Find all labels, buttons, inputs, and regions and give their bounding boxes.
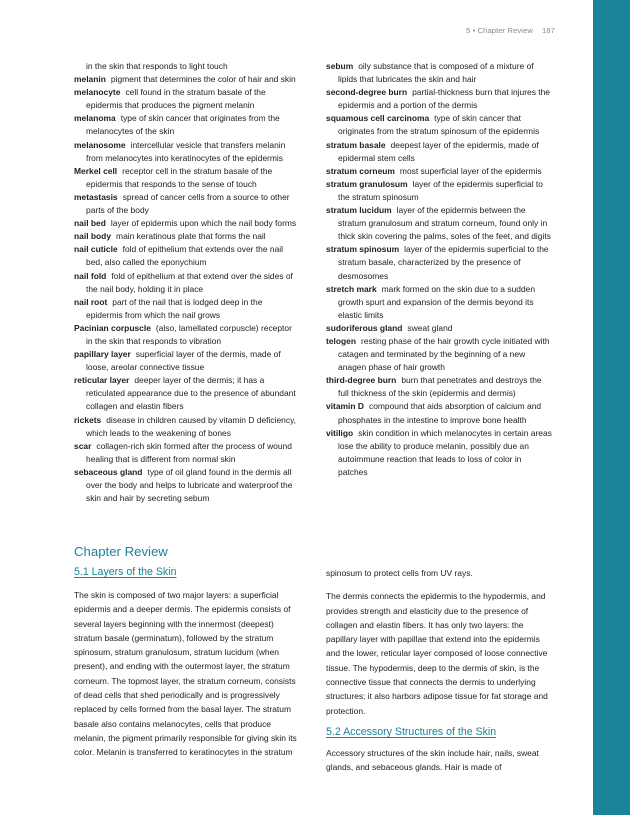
section-heading-5-2[interactable]: 5.2 Accessory Structures of the Skin [326, 725, 497, 738]
running-header [466, 26, 555, 35]
glossary-entry [326, 374, 552, 400]
glossary-entry [74, 217, 300, 230]
glossary-term: melanoma [74, 113, 116, 124]
section-heading-5-1[interactable]: 5.1 Layers of the Skin [74, 566, 177, 578]
glossary-definition: type of skin cancer that originates from the stratum spinosum of the epidermis [338, 113, 540, 137]
glossary-term: third-degree burn [326, 375, 397, 386]
glossary-term: stratum corneum [326, 165, 395, 176]
glossary-definition: part of the nail that is lodged deep in the epidermis from which the nail grows [86, 296, 263, 320]
glossary-entry [74, 191, 300, 217]
glossary-definition: cell found in the stratum basale of the epidermis that produces the pigment melanin [86, 87, 266, 111]
glossary-entry [74, 296, 300, 322]
glossary-entry [74, 139, 300, 165]
glossary-term: stratum lucidum [326, 205, 392, 216]
glossary-definition: deeper layer of the dermis; it has a reticulated appearance due to the presence of abundant collagen and elastin fibers [86, 375, 296, 412]
glossary-definition: layer of the epidermis superficial to the stratum spinosum [338, 178, 543, 202]
glossary-entry [74, 466, 300, 505]
glossary-definition: resting phase of the hair growth cycle initiated with catagen and terminated by the beginning of a new anagen phase of hair growth [338, 335, 550, 373]
glossary-term: nail bed [74, 218, 106, 229]
glossary-term: papillary layer [74, 349, 131, 360]
section-5-1-paragraph-1: The skin is composed of two major layers: a superficial epidermis and a deeper dermis. The epidermis consists of several layers beginning with the innermost (deepest) stratum basale (germinatum), followed by the stratum spinosum, stratum granulosum, stratum lucidum (when present), and ending with the outermost layer, the stratum corneum. The topmost layer, the stratum corneum, consists of dead cells that shed periodically and is progressively replaced by cells formed from the basal layer. The stratum basale also contains melanocytes, cells that produce melanin, the pigment primarily responsible for giving skin its color. Melanin is transferred to keratinocytes in the stratum [74, 590, 297, 758]
section-5-1-paragraph-2: The dermis connects the epidermis to the hypodermis, and provides strength and elasticity due to the presence of collagen and elastin fibers. It has only two layers: the papillary layer with papillae that extend into the epidermis and the lower, reticular layer composed of loose connective tissue. The hypodermis, deep to the dermis of skin, is the connective tissue that connects the dermis to underlying structures; it also harbors adipose tissue for fat storage and protection. [326, 591, 548, 716]
glossary-entry [74, 86, 300, 112]
glossary-term: squamous cell carcinoma [326, 113, 430, 124]
glossary-entry [326, 112, 552, 138]
glossary-definition: layer of the epidermis superficial to the stratum basale, characterized by the presence of desmosomes [338, 244, 549, 281]
glossary-term: melanin [74, 74, 106, 85]
glossary-term: melanosome [74, 139, 126, 150]
glossary-right-column [326, 60, 552, 479]
glossary-definition: burn that penetrates and destroys the full thickness of the skin (epidermis and dermis) [338, 375, 542, 399]
glossary-entry [74, 73, 300, 86]
glossary-definition: spread of cancer cells from a source to other parts of the body [86, 191, 290, 216]
page-number: 187 [542, 26, 555, 35]
chapter-label: 5 • Chapter Review [466, 26, 534, 35]
glossary-term: Merkel cell [74, 165, 118, 176]
glossary-definition: partial-thickness burn that injures the epidermis and a portion of the dermis [338, 87, 550, 111]
chapter-review-title: Chapter Review [74, 544, 168, 559]
glossary-definition: type of skin cancer that originates from the melanocytes of the skin [86, 113, 280, 137]
glossary-term: Pacinian corpuscle [74, 322, 151, 333]
glossary-entry [326, 243, 552, 282]
glossary-entry [74, 440, 300, 466]
glossary-definition: deepest layer of the epidermis, made of epidermal stem cells [338, 139, 539, 163]
glossary-entry [74, 243, 300, 269]
glossary-definition: superficial layer of the dermis, made of loose, areolar connective tissue [86, 349, 281, 373]
glossary-definition: receptor cell in the stratum basale of the epidermis that responds to the sense of touch [86, 165, 273, 189]
section-5-1-paragraph-1-continued: spinosum to protect cells from UV rays. [326, 568, 473, 578]
glossary-entry [326, 427, 552, 479]
glossary-entry [326, 139, 552, 165]
glossary-left-column [74, 60, 300, 505]
section-5-2-paragraph-1: Accessory structures of the skin include hair, nails, sweat glands, and sebaceous glands. Hair is made of [326, 747, 539, 773]
glossary-definition: collagen-rich skin formed after the process of wound healing that is different from normal skin [86, 440, 292, 464]
glossary-entry [326, 400, 552, 426]
glossary-term: nail root [74, 296, 108, 307]
glossary-term: melanocyte [74, 87, 121, 98]
glossary-term: stratum granulosum [326, 178, 408, 189]
glossary-entry [326, 283, 552, 322]
glossary-definition: oily substance that is composed of a mixture of lipids that lubricates the skin and hair [338, 61, 534, 85]
glossary-entry [74, 165, 300, 191]
glossary-term: rickets [74, 414, 102, 425]
glossary-term: nail cuticle [74, 244, 118, 255]
glossary-entry [326, 165, 552, 178]
glossary-definition: most superficial layer of the epidermis [399, 165, 542, 176]
glossary-definition: disease in children caused by vitamin D deficiency, which leads to the weakening of bones [86, 414, 296, 438]
glossary-definition: mark formed on the skin due to a sudden growth spurt and expansion of the dermis beyond its elastic limits [338, 283, 536, 320]
glossary-definition: type of oil gland found in the dermis all over the body and helps to lubricate and waterproof the skin and hair by secreting sebum [86, 466, 293, 504]
glossary-term: second-degree burn [326, 87, 408, 98]
glossary-entry [74, 270, 300, 296]
glossary-definition: skin condition in which melanocytes in certain areas lose the ability to produce melanin, possibly due an autoimmune reaction that leads to loss of color in patches [338, 427, 552, 477]
glossary-term: stretch mark [326, 283, 377, 294]
glossary-entry [74, 348, 300, 374]
glossary-term: sebum [326, 61, 354, 71]
glossary-term: telogen [326, 335, 357, 346]
glossary-definition: fold of epithelium at that extend over the sides of the nail body, holding it in place [86, 270, 293, 294]
glossary-definition: pigment that determines the color of hair and skin [110, 74, 296, 85]
glossary-term: scar [74, 440, 92, 451]
glossary-definition: compound that aids absorption of calcium and phosphates in the intestine to improve bone health [338, 401, 542, 425]
glossary-definition: fold of epithelium that extends over the nail bed, also called the eponychium [86, 244, 284, 268]
glossary-definition: layer of epidermis upon which the nail body forms [110, 218, 297, 229]
review-left-column [74, 565, 304, 760]
glossary-entry [326, 178, 552, 204]
review-right-column [326, 566, 556, 775]
glossary-entry [74, 60, 300, 73]
glossary-entry [326, 322, 552, 335]
glossary-definition: layer of the epidermis between the stratum granulosum and stratum corneum, found only in thick skin covering the palms, soles of the feet, and digits [338, 205, 551, 242]
chapter-color-band [593, 0, 630, 815]
glossary-entry [326, 335, 552, 374]
glossary-entry [326, 60, 552, 86]
glossary-definition: sweat gland [407, 322, 453, 333]
glossary-term: vitamin D [326, 401, 364, 412]
glossary-term: stratum basale [326, 139, 386, 150]
glossary-entry [74, 374, 300, 413]
glossary-term: stratum spinosum [326, 244, 400, 255]
glossary-entry [74, 414, 300, 440]
glossary-term: reticular layer [74, 375, 130, 386]
glossary-term: nail fold [74, 270, 107, 281]
glossary-entry [326, 86, 552, 112]
glossary-definition: in the skin that responds to light touch [86, 61, 228, 71]
glossary-definition: main keratinous plate that forms the nail [116, 231, 266, 242]
glossary-term: vitiligo [326, 427, 354, 438]
glossary-term: nail body [74, 231, 112, 242]
glossary-entry [326, 204, 552, 243]
glossary-term: metastasis [74, 191, 118, 202]
glossary-entry [74, 322, 300, 348]
glossary-term: sebaceous gland [74, 466, 143, 477]
glossary-entry [74, 112, 300, 138]
glossary-entry [74, 230, 300, 243]
glossary-definition: intercellular vesicle that transfers melanin from melanocytes into keratinocytes of the epidermis [86, 139, 286, 163]
glossary-definition: (also, lamellated corpuscle) receptor in the skin that responds to vibration [86, 322, 292, 346]
glossary-term: sudoriferous gland [326, 322, 403, 333]
